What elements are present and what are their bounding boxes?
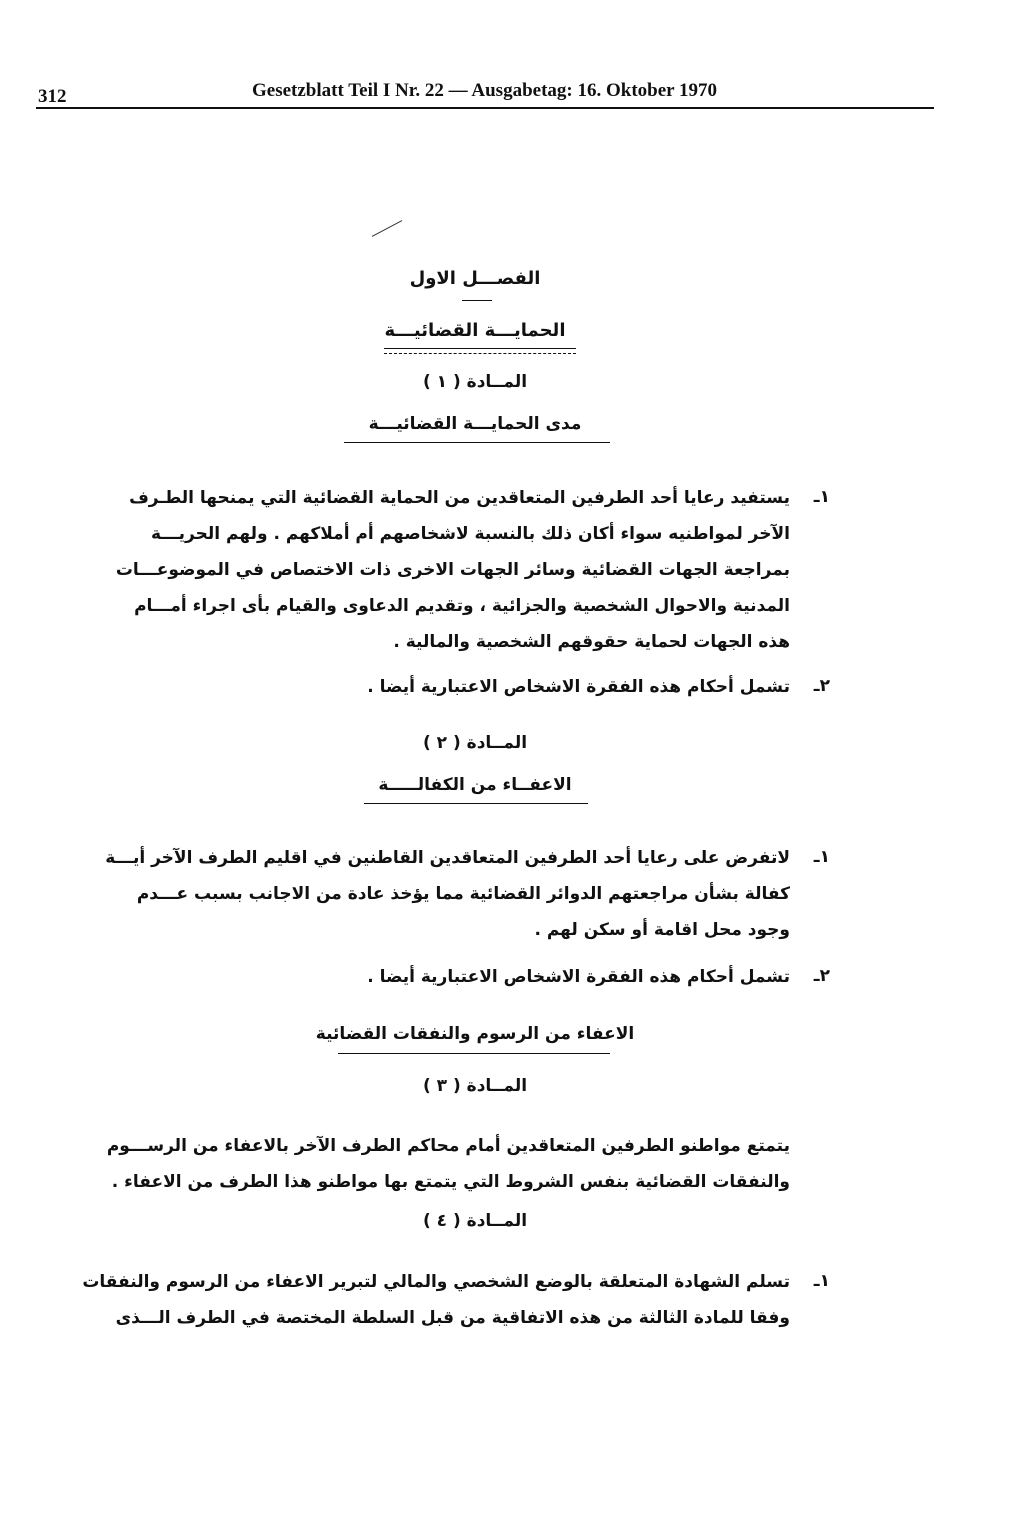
article-2-title: الاعفــاء من الكفالـــــة (378, 775, 572, 795)
article-2-para-1-number: ١ـ (813, 847, 830, 867)
header-rule (36, 107, 934, 109)
article-1-title: مدى الحمايـــة القضائيـــة (368, 414, 582, 434)
paragraph-line: تشمل أحكام هذه الفقرة الاشخاص الاعتبارية أيضا . (367, 967, 790, 987)
chapter-subtitle-underline (384, 348, 576, 349)
page-number: 312 (38, 86, 67, 107)
article-3-para (106, 1128, 790, 1200)
paragraph-line: تسلم الشهادة المتعلقة بالوضع الشخصي والمالي لتبرير الاعفاء من الرسوم والنفقات (82, 1272, 790, 1292)
paragraph-line: يستفيد رعايا أحد الطرفين المتعاقدين من الحماية القضائية التي يمنحها الطـرف (129, 488, 790, 508)
article-1-para-2-number: ٢ـ (813, 676, 830, 696)
chapter-title: الفصـــل الاول (409, 268, 541, 289)
article-1-heading: المــادة ( ١ ) (422, 372, 528, 392)
paragraph-line: كفالة بشأن مراجعتهم الدوائر القضائية مما يؤخذ عادة من الاجانب بسبب عـــدم (136, 884, 790, 904)
article-2-para-2-number: ٢ـ (813, 966, 830, 986)
paragraph-line: المدنية والاحوال الشخصية والجزائية ، وتقديم الدعاوى والقيام بأى اجراء أمـــام (134, 596, 790, 616)
paragraph-line: والنفقات القضائية بنفس الشروط التي يتمتع بها مواطنو هذا الطرف من الاعفاء . (111, 1172, 790, 1192)
article-2-heading: المــادة ( ٢ ) (422, 733, 528, 753)
stray-pen-mark (372, 220, 402, 237)
chapter-subtitle: الحمايـــة القضائيـــة (384, 320, 566, 341)
article-2-para-1 (105, 840, 790, 948)
chapter-subtitle-dotted-underline (384, 353, 576, 354)
paragraph-line: تشمل أحكام هذه الفقرة الاشخاص الاعتبارية أيضا . (367, 677, 790, 697)
chapter-title-underline (462, 300, 492, 301)
article-4-para-1-number: ١ـ (813, 1271, 830, 1291)
article-4-heading: المــادة ( ٤ ) (422, 1211, 528, 1231)
paragraph-line: هذه الجهات لحماية حقوقهم الشخصية والمالية . (393, 632, 790, 652)
paragraph-line: وجود محل اقامة أو سكن لهم . (534, 920, 790, 940)
section-title-underline (338, 1053, 610, 1054)
article-1-para-1-number: ١ـ (813, 487, 830, 507)
paragraph-line: لاتفرض على رعايا أحد الطرفين المتعاقدين القاطنين في اقليم الطرف الآخر أيـــة (105, 848, 790, 868)
gazette-header-title: Gesetzblatt Teil I Nr. 22 — Ausgabetag: 16. Oktober 1970 (252, 80, 717, 101)
article-1-para-2 (300, 669, 790, 705)
article-2-title-underline (364, 803, 588, 804)
article-1-para-1 (108, 480, 790, 660)
article-2-para-2 (300, 959, 790, 995)
article-3-heading: المــادة ( ٣ ) (422, 1076, 528, 1096)
paragraph-line: يتمتع مواطنو الطرفين المتعاقدين أمام محاكم الطرف الآخر بالاعفاء من الرســـوم (106, 1136, 790, 1156)
article-1-title-underline (344, 442, 610, 443)
paragraph-line: بمراجعة الجهات القضائية وسائر الجهات الاخرى ذات الاختصاص في الموضوعـــات (115, 560, 790, 580)
paragraph-line: وفقا للمادة الثالثة من هذه الاتفاقية من قبل السلطة المختصة في الطرف الـــذى (115, 1308, 790, 1328)
section-title-fee-exemption: الاعفاء من الرسوم والنفقات القضائية (315, 1024, 635, 1044)
paragraph-line: الآخر لمواطنيه سواء أكان ذلك بالنسبة لاشخاصهم أم أملاكهم . ولهم الحريـــة (150, 524, 790, 544)
article-4-para-1 (82, 1264, 790, 1336)
